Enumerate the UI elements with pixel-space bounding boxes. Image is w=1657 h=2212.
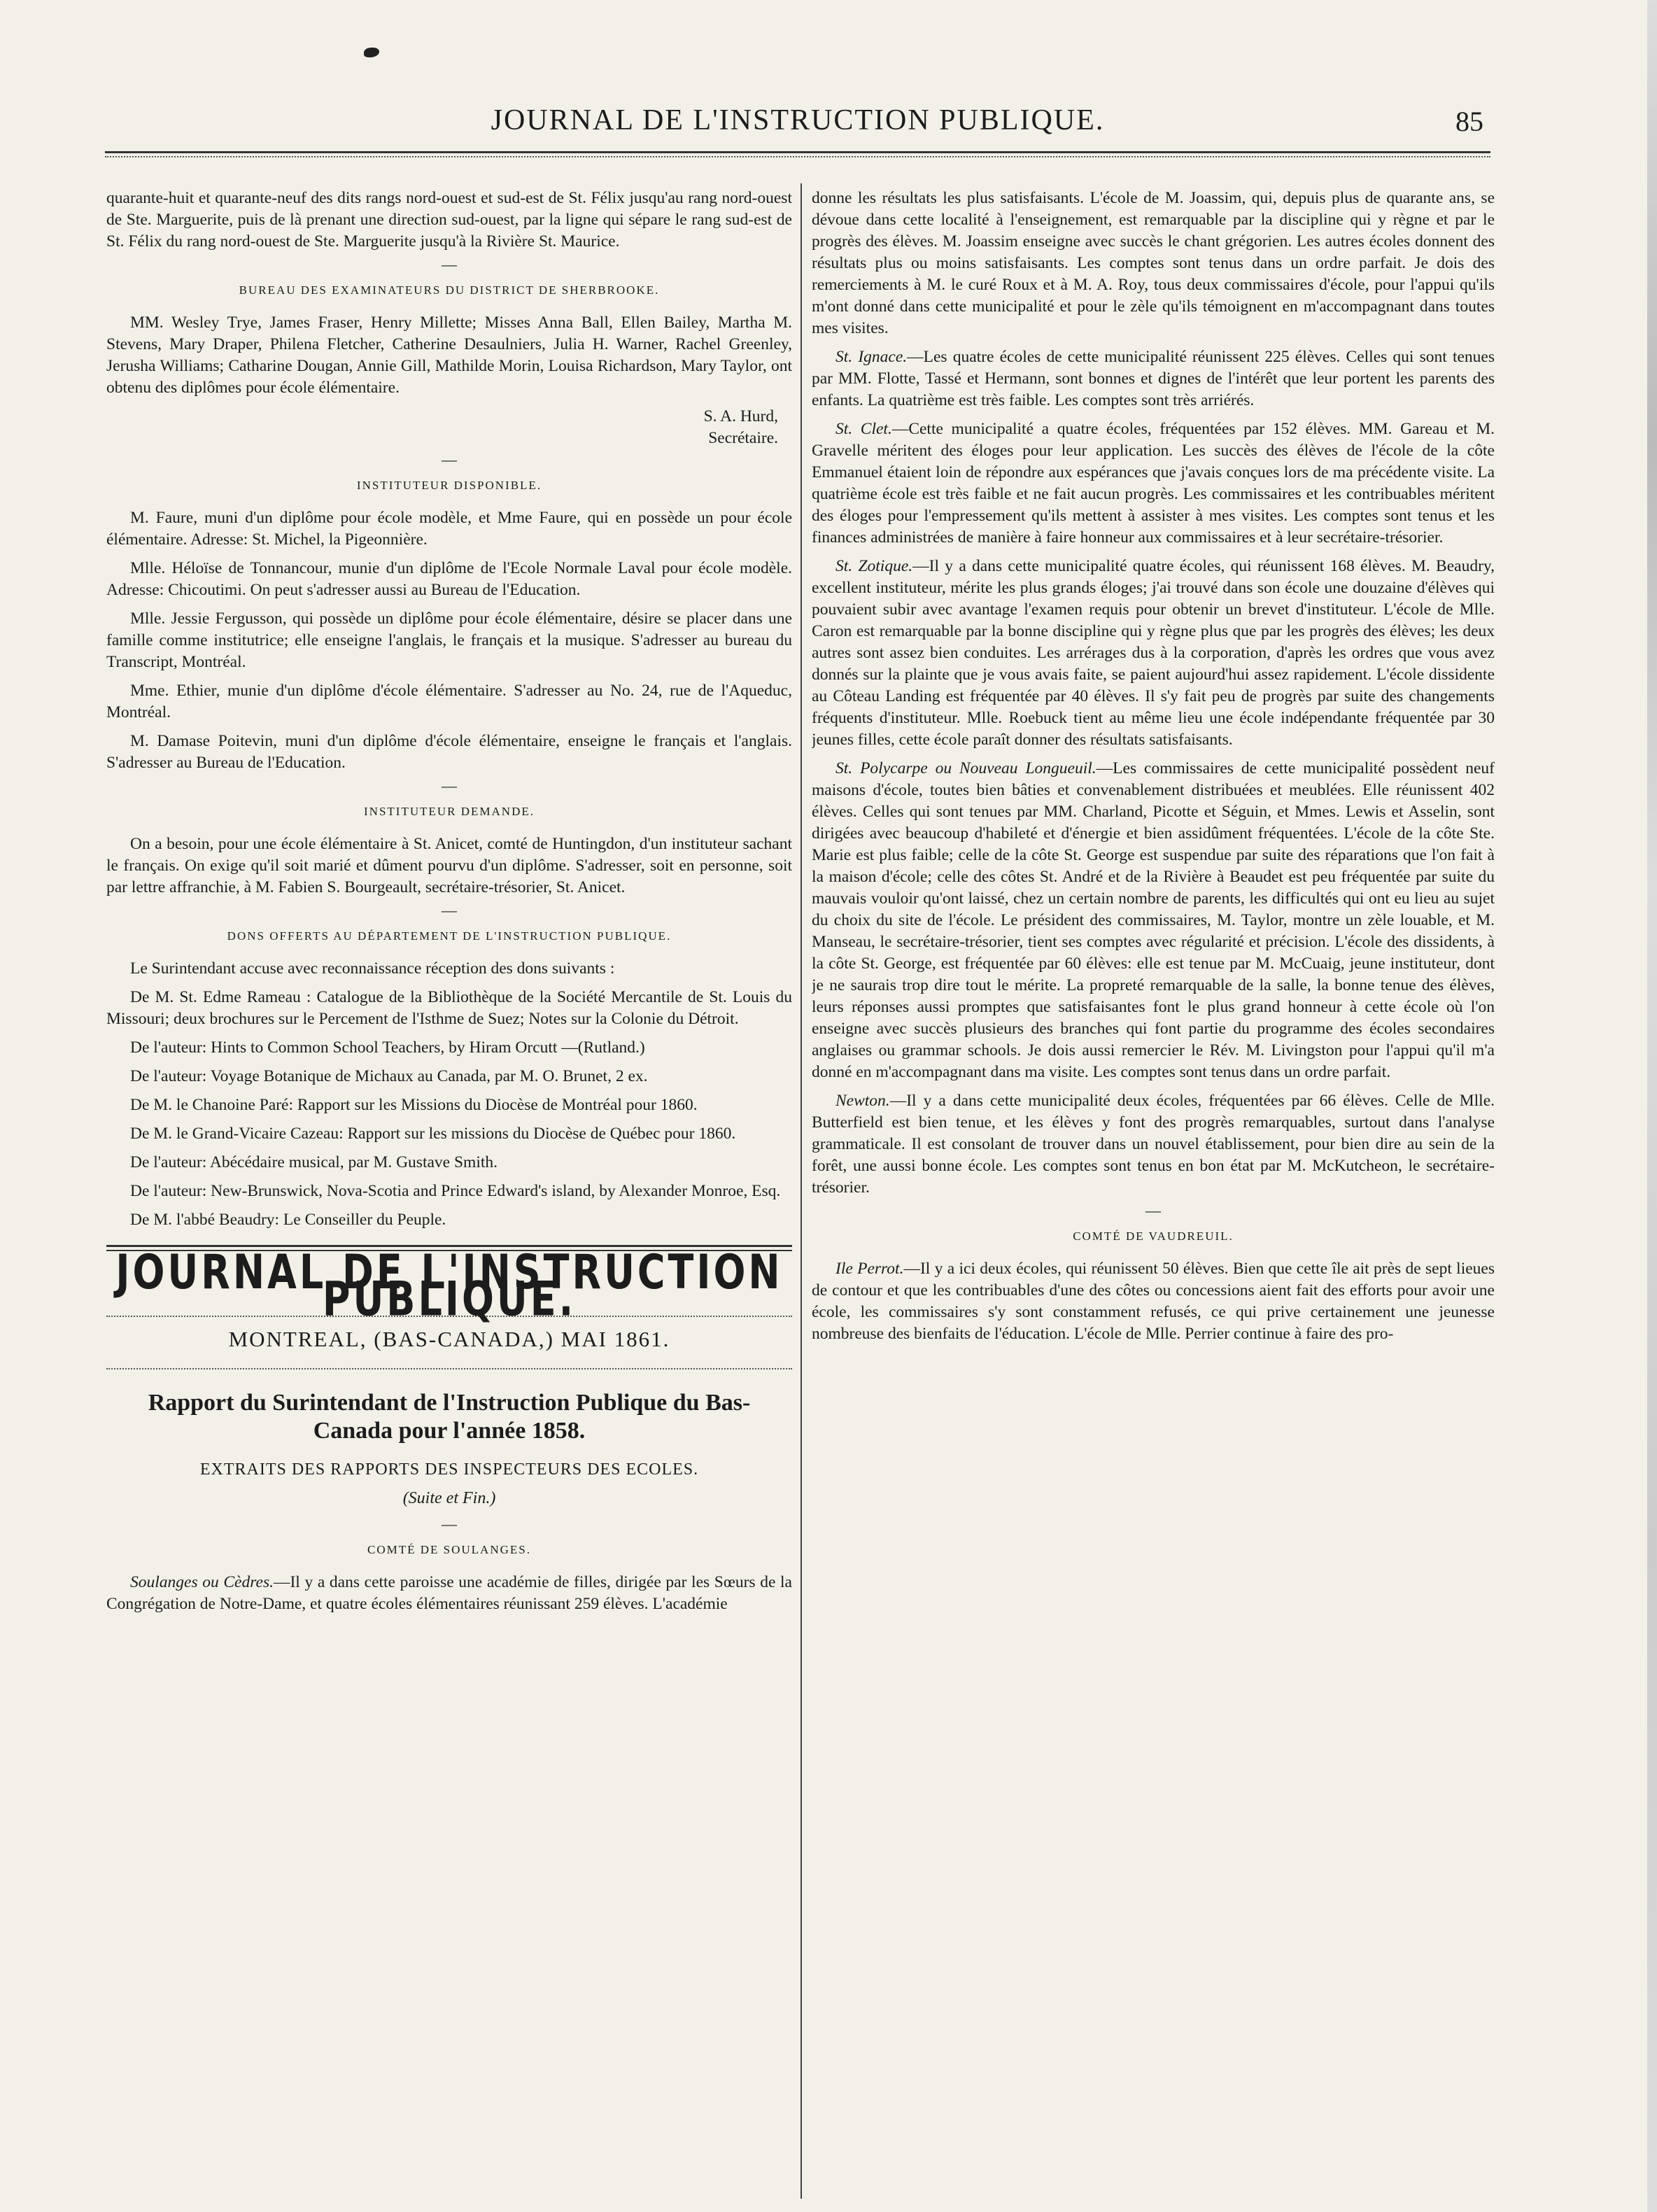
ignace-paragraph bbox=[812, 346, 1495, 411]
polycarpe-paragraph bbox=[812, 758, 1495, 1083]
soulanges-paragraph bbox=[106, 1572, 792, 1615]
section-dash: — bbox=[442, 451, 457, 468]
polycarpe-text: —Les commissaires de cette municipalité possèdent neuf maisons d'école, toutes bien bâties et convenablement distribuées et meublées. Elle réunissent 402 élèves. Celles qui sont tenues par MM. Charland, Picotte et Séguin, et Mmes. Lewis et Asselin, sont dirigées avec beaucoup d'habileté et d'énergie et bien assidûment fréquentées. L'école de la côte Ste. Marie est plus faible; celle de la côte St. George est suspendue par suite des réparations que l'on fait à la maison d'école; celle des côtes St. André et de la Rivière à Beaudet est peu fréquentée par suite du mauvais vouloir qu'ont laissé, chez un certain nombre de parents, les difficultés qui ont eu lieu au sujet du choix du site de l'école. Le président des commissaires, M. Taylor, montre un zèle louable, et M. Manseau, le secrétaire-trésorier, tient ses comptes avec régularité et précision. L'école des dissidents, à la côte St. George, est fréquentée par 60 élèves: elle est tenue par M. McCuaig, jeune instituteur, dont je ne saurais trop dire tout le mérite. La propreté remarquable de la salle, la bonne tenue des élèves, leurs réponses aussi promptes que satisfaisantes font le plus grand honneur à cette école où l'on enseigne avec succès plusieurs des branches qui font partie du programme des écoles secondaires anglaises ou grammar schools. Je dois aussi remercier le Rév. M. Livingston pour l'appui qu'il m'a donné en m'accompagnant dans ma visite. Les comptes sont tenus dans un ordre parfait. bbox=[812, 759, 1495, 1081]
dons-item: De M. le Chanoine Paré: Rapport sur les Missions du Diocèse de Montréal pour 1860. bbox=[130, 1096, 698, 1114]
disponible-item: Mlle. Héloïse de Tonnancour, munie d'un diplôme de l'Ecole Normale Laval pour école modèle. Adresse: Chicoutimi. On peut s'adresser aussi au Bureau de l'Education. bbox=[106, 559, 792, 599]
disponible-item: Mme. Ethier, munie d'un diplôme d'école élémentaire. S'adresser au No. 24, rue de l'Aqueduc, Montréal. bbox=[106, 682, 792, 721]
section-dash: — bbox=[442, 901, 457, 919]
soulanges-text: —Il y a dans cette paroisse une académie de filles, dirigée par les Sœurs de la Congrégation de Notre-Dame, et quatre écoles élémentaires réunissant 259 élèves. L'académie bbox=[106, 1573, 792, 1613]
header-rule bbox=[105, 151, 1490, 157]
signature-name: S. A. Hurd, bbox=[703, 407, 778, 425]
dons-item: Le Surintendant accuse avec reconnaissance réception des dons suivants : bbox=[130, 959, 615, 978]
soulanges-heading: COMTÉ DE SOULANGES. bbox=[367, 1543, 531, 1556]
zotique-text: —Il y a dans cette municipalité quatre écoles, qui réunissent 168 élèves. M. Beaudry, excellent instituteur, mérite les plus grands éloges; j'ai trouvé dans son école une douzaine d'élèves qui pouvaient subir avec avantage l'examen requis pour obtenir un brevet d'instituteur. L'école de Mlle. Caron est remarquable par la bonne discipline qui y règne plus que par les progrès des élèves; les deux autres sont assez bien conduites. Les arrérages dus à la corporation, d'après les ordres que vous avez donnés sur la plainte que je vous avais faite, se paient aujourd'hui assez rapidement. L'école dissidente au Côteau Landing est fréquentée par 40 élèves. Il s'y fait peu de progrès par suite des changements fréquents d'instituteur. Mlle. Roebuck tient au même lieu une école indépendante fréquentée par 30 jeunes filles, cette école paraît donner des résultats satisfaisants. bbox=[812, 557, 1495, 749]
demande-paragraph: On a besoin, pour une école élémentaire à St. Anicet, comté de Huntingdon, d'un instituteur sachant le français. On exige qu'il soit marié et dûment pourvu d'un diplôme. S'adresser, soit en personne, soit par lettre affranchie, à M. Fabien S. Bourgeault, secrétaire-trésorier, St. Anicet. bbox=[106, 835, 792, 896]
extracts-heading: EXTRAITS DES RAPPORTS DES INSPECTEURS DES ECOLES. bbox=[199, 1460, 699, 1479]
dateline-rule bbox=[106, 1368, 792, 1369]
signature-title: Secrétaire. bbox=[708, 429, 778, 447]
continued-paragraph: donne les résultats les plus satisfaisants. L'école de M. Joassim, qui, depuis plus de quarante ans, se dévoue dans cette localité à l'enseignement, est remarquable par la discipline qui y règne et par le progrès des élèves. M. Joassim enseigne avec succès le chant grégorien. Les autres écoles donnent des résultats plus ou moins satisfaisants. Les comptes sont tenus dans un ordre parfait. Je dois des remerciements à M. le curé Roux et à M. A. Roy, tous deux commissaires d'école, pour l'appui qu'ils m'ont donné dans cette municipalité et pour le zèle qu'ils témoignent en m'accompagnant dans toutes mes visites. bbox=[812, 189, 1495, 337]
section-dash: — bbox=[442, 1515, 457, 1533]
left-column bbox=[106, 188, 792, 2170]
disponible-heading: INSTITUTEUR DISPONIBLE. bbox=[356, 479, 542, 492]
disponible-item: M. Damase Poitevin, muni d'un diplôme d'école élémentaire, enseigne le français et l'anglais. S'adresser au Bureau de l'Education. bbox=[106, 732, 792, 772]
clet-text: —Cette municipalité a quatre écoles, fréquentées par 152 élèves. MM. Gareau et M. Gravelle méritent des éloges pour leur application. Les succès des élèves de l'école de la côte Emmanuel étaient loin de répondre aux espérances que j'avais conçues lors de ma précédente visite. La quatrième école est très faible et ne fait aucun progrès. Les commissaires et les contribuables méritent des éloges pour l'empressement qu'ils mettent à assister à mes visites. Les comptes sont tenus et les finances administrées de manière à faire honneur aux commissaires et à leur secrétaire-trésorier. bbox=[812, 420, 1495, 547]
dons-item: De l'auteur: Hints to Common School Teachers, by Hiram Orcutt —(Rutland.) bbox=[130, 1038, 645, 1057]
dateline: MONTREAL, (BAS-CANADA,) MAI 1861. bbox=[228, 1327, 670, 1351]
suite-note: (Suite et Fin.) bbox=[402, 1489, 496, 1507]
dons-item: De l'auteur: Voyage Botanique de Michaux au Canada, par M. O. Brunet, 2 ex. bbox=[130, 1067, 648, 1085]
demande-heading: INSTITUTEUR DEMANDE. bbox=[364, 805, 535, 818]
masthead-title: JOURNAL DE L'INSTRUCTION PUBLIQUE. bbox=[115, 1244, 783, 1327]
zotique-lead: St. Zotique. bbox=[835, 557, 913, 575]
running-title: JOURNAL DE L'INSTRUCTION PUBLIQUE. bbox=[491, 104, 1105, 136]
newton-text: —Il y a dans cette municipalité deux écoles, fréquentées par 66 élèves. Celle de Mlle. Butterfield est bien tenue, et les élèves y font des progrès remarquables, surtout dans l'analyse grammaticale. Il est consolant de trouver dans un nouvel établissement, pour bien dire au sein de la forêt, une aussi bonne école. Les comptes sont tenus en bon état par M. McKutcheon, le secrétaire-trésorier. bbox=[812, 1092, 1495, 1197]
dons-item: De M. l'abbé Beaudry: Le Conseiller du Peuple. bbox=[130, 1211, 446, 1229]
polycarpe-lead: St. Polycarpe ou Nouveau Longueuil. bbox=[835, 759, 1097, 777]
disponible-item: Mlle. Jessie Fergusson, qui possède un diplôme pour école élémentaire, désire se placer dans une famille comme institutrice; elle enseigne l'anglais, le français et la musique. S'adresser au bureau du Transcript, Montréal. bbox=[106, 610, 792, 671]
zotique-paragraph bbox=[812, 556, 1495, 751]
sherbrooke-paragraph: MM. Wesley Trye, James Fraser, Henry Millette; Misses Anna Ball, Ellen Bailey, Martha M. Stevens, Mary Draper, Philena Fletcher, Catherine Desaulniers, Julia H. Warner, Rachel Greenley, Jerusha Williams; Catharine Dougan, Annie Gill, Mathilde Morin, Louisa Richardson, Mary Taylor, ont obtenu des diplômes pour école élémentaire. bbox=[106, 314, 792, 397]
dons-heading: DONS OFFERTS AU DÉPARTEMENT DE L'INSTRUCTION PUBLIQUE. bbox=[227, 929, 672, 943]
right-column bbox=[812, 188, 1495, 2170]
newton-lead: Newton. bbox=[835, 1092, 890, 1110]
perrot-paragraph bbox=[812, 1258, 1495, 1345]
ignace-lead: St. Ignace. bbox=[835, 348, 908, 366]
ignace-text: —Les quatre écoles de cette municipalité réunissent 225 élèves. Celles qui sont tenues par MM. Flotte, Tassé et Hermann, sont bonnes et dignes de l'intérêt que leur portent les parents des enfants. La quatrième est très faible. Les comptes sont très arriérés. bbox=[812, 348, 1495, 409]
perrot-text: —Il y a ici deux écoles, qui réunissent 50 élèves. Bien que cette île ait près de sept lieues de contour et que les contribuables d'une des côtes ou concessions aient fait des efforts pour avoir une école, les commissaires s'y sont constamment refusés, ce qui prive certainement une jeunesse nombreuse des bienfaits de l'éducation. L'école de Mlle. Perrier continue à faire des pro- bbox=[812, 1260, 1495, 1343]
dons-item: De M. St. Edme Rameau : Catalogue de la Bibliothèque de la Société Mercantile de St. Louis du Missouri; deux brochures sur le Percement de l'Isthme de Suez; Notes sur la Colonie du Détroit. bbox=[106, 988, 792, 1028]
vaudreuil-heading: COMTÉ DE VAUDREUIL. bbox=[1073, 1230, 1234, 1243]
sherbrooke-heading: BUREAU DES EXAMINATEURS DU DISTRICT DE SHERBROOKE. bbox=[239, 283, 660, 297]
section-dash: — bbox=[442, 777, 457, 794]
report-title: Rapport du Surintendant de l'Instruction Publique du Bas-Canada pour l'année 1858. bbox=[148, 1390, 751, 1444]
soulanges-lead: Soulanges ou Cèdres. bbox=[130, 1573, 274, 1591]
page-number: 85 bbox=[1455, 106, 1483, 137]
page-edge bbox=[1647, 0, 1657, 2212]
dons-item: De M. le Grand-Vicaire Cazeau: Rapport sur les missions du Diocèse de Québec pour 1860. bbox=[130, 1125, 736, 1143]
clet-paragraph bbox=[812, 418, 1495, 549]
section-dash: — bbox=[442, 255, 457, 273]
running-header bbox=[105, 104, 1490, 147]
column-divider bbox=[801, 183, 802, 2199]
section-dash: — bbox=[1145, 1202, 1161, 1219]
newton-paragraph bbox=[812, 1090, 1495, 1199]
disponible-item: M. Faure, muni d'un diplôme pour école modèle, et Mme Faure, qui en possède un pour école élémentaire. Adresse: St. Michel, la Pigeonnière. bbox=[106, 509, 792, 549]
dons-item: De l'auteur: Abécédaire musical, par M. Gustave Smith. bbox=[130, 1153, 498, 1171]
dons-item: De l'auteur: New-Brunswick, Nova-Scotia and Prince Edward's island, by Alexander Monroe, Esq. bbox=[130, 1182, 781, 1200]
perrot-lead: Ile Perrot. bbox=[835, 1260, 904, 1278]
clet-lead: St. Clet. bbox=[835, 420, 892, 438]
ink-speck bbox=[364, 48, 379, 57]
continued-paragraph: quarante-huit et quarante-neuf des dits rangs nord-ouest et sud-est de St. Félix jusqu'au rang nord-ouest de Ste. Marguerite, puis de là prenant une direction sud-ouest, par la ligne qui sépare le rang sud-est de St. Félix du rang nord-ouest de Ste. Marguerite jusqu'à la Rivière St. Maurice. bbox=[106, 189, 792, 251]
